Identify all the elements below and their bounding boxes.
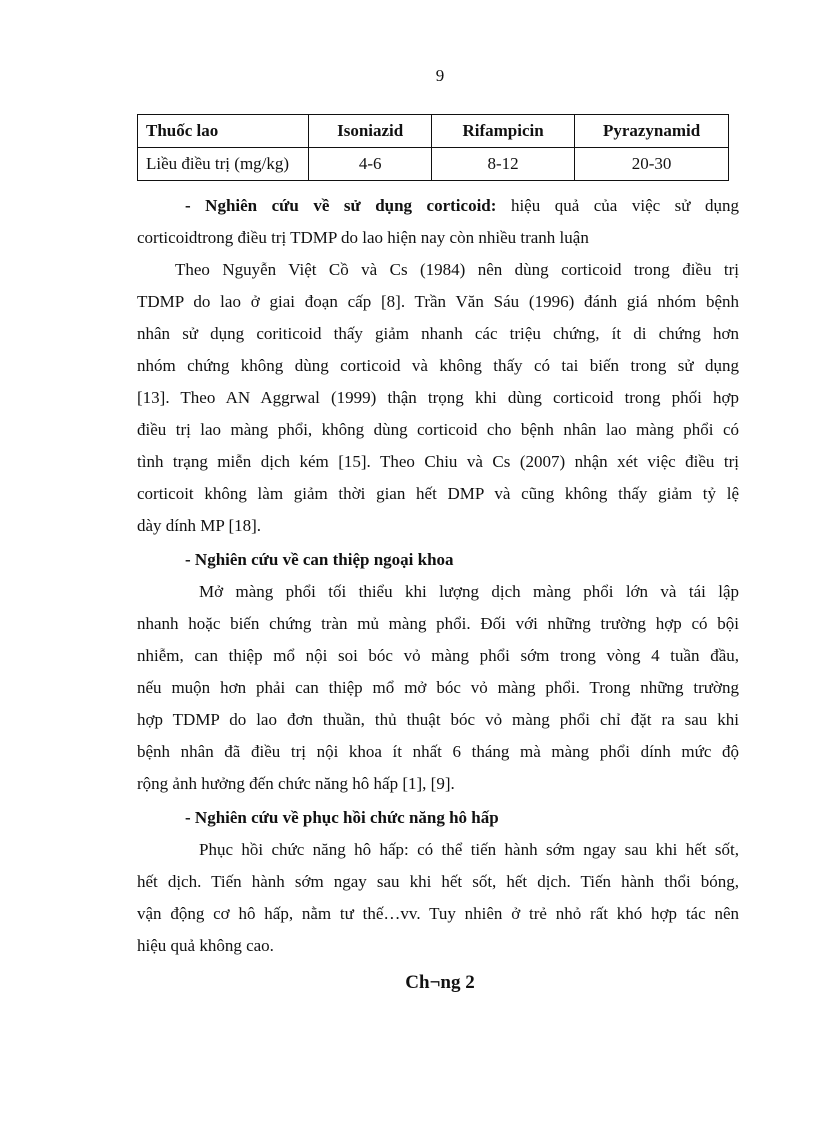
paragraph-line: nhân sử dụng coriticoid thấy giảm nhanh các triệu chứng, ít di chứng hơn: [137, 324, 739, 343]
row-label-dose: Liều điều trị (mg/kg): [138, 148, 309, 181]
paragraph-line: corticoit không làm giảm thời gian hết DMP và cũng không thấy giảm tỷ lệ: [137, 484, 739, 503]
corticoid-line-1-text: hiệu quả của việc sử dụng: [510, 196, 739, 215]
paragraph-line: tình trạng miễn dịch kém [15]. Theo Chiu và Cs (2007) nhận xét việc điều trị: [137, 452, 739, 471]
paragraph-line: rộng ảnh hưởng đến chức năng hô hấp [1], [9].: [137, 774, 455, 793]
rehab-heading: - Nghiên cứu về phục hồi chức năng hô hấp: [185, 808, 499, 827]
paragraph-line: nhóm chứng không dùng corticoid và không thấy có tai biến trong sử dụng: [137, 356, 739, 375]
cell-isoniazid-dose: 4-6: [309, 148, 432, 181]
table-row: [138, 148, 729, 181]
paragraph-corticoid-studies: [137, 254, 739, 542]
paragraph-line: bệnh nhân đã điều trị nội khoa ít nhất 6 tháng mà màng phổi dính mức độ: [137, 742, 739, 761]
header-cell-drug: Thuốc lao: [138, 115, 309, 148]
paragraph-line: nhiễm, can thiệp mổ nội soi bóc vỏ màng phổi sớm trong vòng 4 tuần đầu,: [137, 646, 739, 665]
paragraph-line: Mở màng phổi tối thiểu khi lượng dịch màng phổi lớn và tái lập: [199, 582, 739, 601]
cell-pyrazynamid-dose: 20-30: [575, 148, 729, 181]
corticoid-line-1: [137, 190, 739, 222]
paragraph-line: Theo Nguyễn Việt Cồ và Cs (1984) nên dùng corticoid trong điều trị: [175, 260, 739, 279]
paragraph-line: [13]. Theo AN Aggrwal (1999) thận trọng khi dùng corticoid trong phối hợp: [137, 388, 739, 407]
paragraph-line: hợp TDMP do lao đơn thuần, thủ thuật bóc vỏ màng phổi chỉ đặt ra sau khi: [137, 710, 739, 729]
corticoid-line-2: corticoidtrong điều trị TDMP do lao hiện nay còn nhiều tranh luận: [137, 228, 589, 247]
header-cell-rifampicin: Rifampicin: [432, 115, 575, 148]
paragraph-line: hết dịch. Tiến hành sớm ngay sau khi hết sốt, hết dịch. Tiến hành thổi bóng,: [137, 872, 739, 891]
paragraph-line: TDMP do lao ở giai đoạn cấp [8]. Trần Văn Sáu (1996) đánh giá nhóm bệnh: [137, 292, 739, 311]
surgery-heading: - Nghiên cứu về can thiệp ngoại khoa: [185, 550, 454, 569]
paragraph-line: vận động cơ hô hấp, nằm tư thế…vv. Tuy nhiên ở trẻ nhỏ rất khó hợp tác nên: [137, 904, 739, 923]
paragraph-line: dày dính MP [18].: [137, 516, 262, 535]
page-number: 9: [435, 66, 445, 85]
table-header-row: [138, 115, 729, 148]
chapter-heading: Ch¬ng 2: [405, 972, 475, 993]
header-cell-isoniazid: Isoniazid: [309, 115, 432, 148]
paragraph-line: Phục hồi chức năng hô hấp: có thể tiến hành sớm ngay sau khi hết sốt,: [199, 840, 739, 859]
paragraph-line: nếu muộn hơn phải can thiệp mổ mở bóc vỏ màng phổi. Trong những trường: [137, 678, 739, 697]
dosage-table: [137, 114, 729, 181]
paragraph-line: hiệu quả không cao.: [137, 936, 274, 955]
surgery-section: [137, 544, 739, 800]
rehab-section: [137, 802, 739, 962]
cell-rifampicin-dose: 8-12: [432, 148, 575, 181]
corticoid-section: [137, 190, 739, 254]
paragraph-line: nhanh hoặc biến chứng tràn mủ màng phổi. Đối với những trường hợp có bội: [137, 614, 739, 633]
corticoid-label: - Nghiên cứu về sử dụng corticoid:: [185, 196, 497, 215]
header-cell-pyrazynamid: Pyrazynamid: [575, 115, 729, 148]
paragraph-line: điều trị lao màng phổi, không dùng corticoid cho bệnh nhân lao màng phổi có: [137, 420, 739, 439]
